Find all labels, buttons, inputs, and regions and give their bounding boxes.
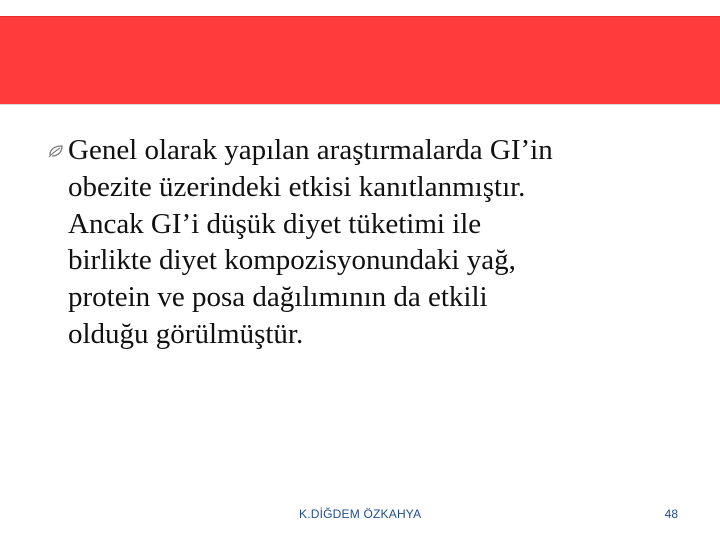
leaf-bullet-icon — [48, 137, 68, 165]
footer-author: K.DİĞDEM ÖZKAHYA — [299, 507, 422, 521]
header-band — [0, 16, 720, 105]
page-number: 48 — [664, 507, 678, 521]
bullet-item — [48, 132, 688, 353]
bullet-text: Genel olarak yapılan araştırmalarda GI’in obezite üzerindeki etkisi kanıtlanmıştır. Ancak GI’i düşük diyet tüketimi ile birlikte diyet kompozisyonundaki yağ, protein ve posa dağılımının da etkili olduğu görülmüştür. — [68, 134, 553, 351]
slide-content — [48, 132, 688, 353]
header-divider — [0, 104, 720, 105]
